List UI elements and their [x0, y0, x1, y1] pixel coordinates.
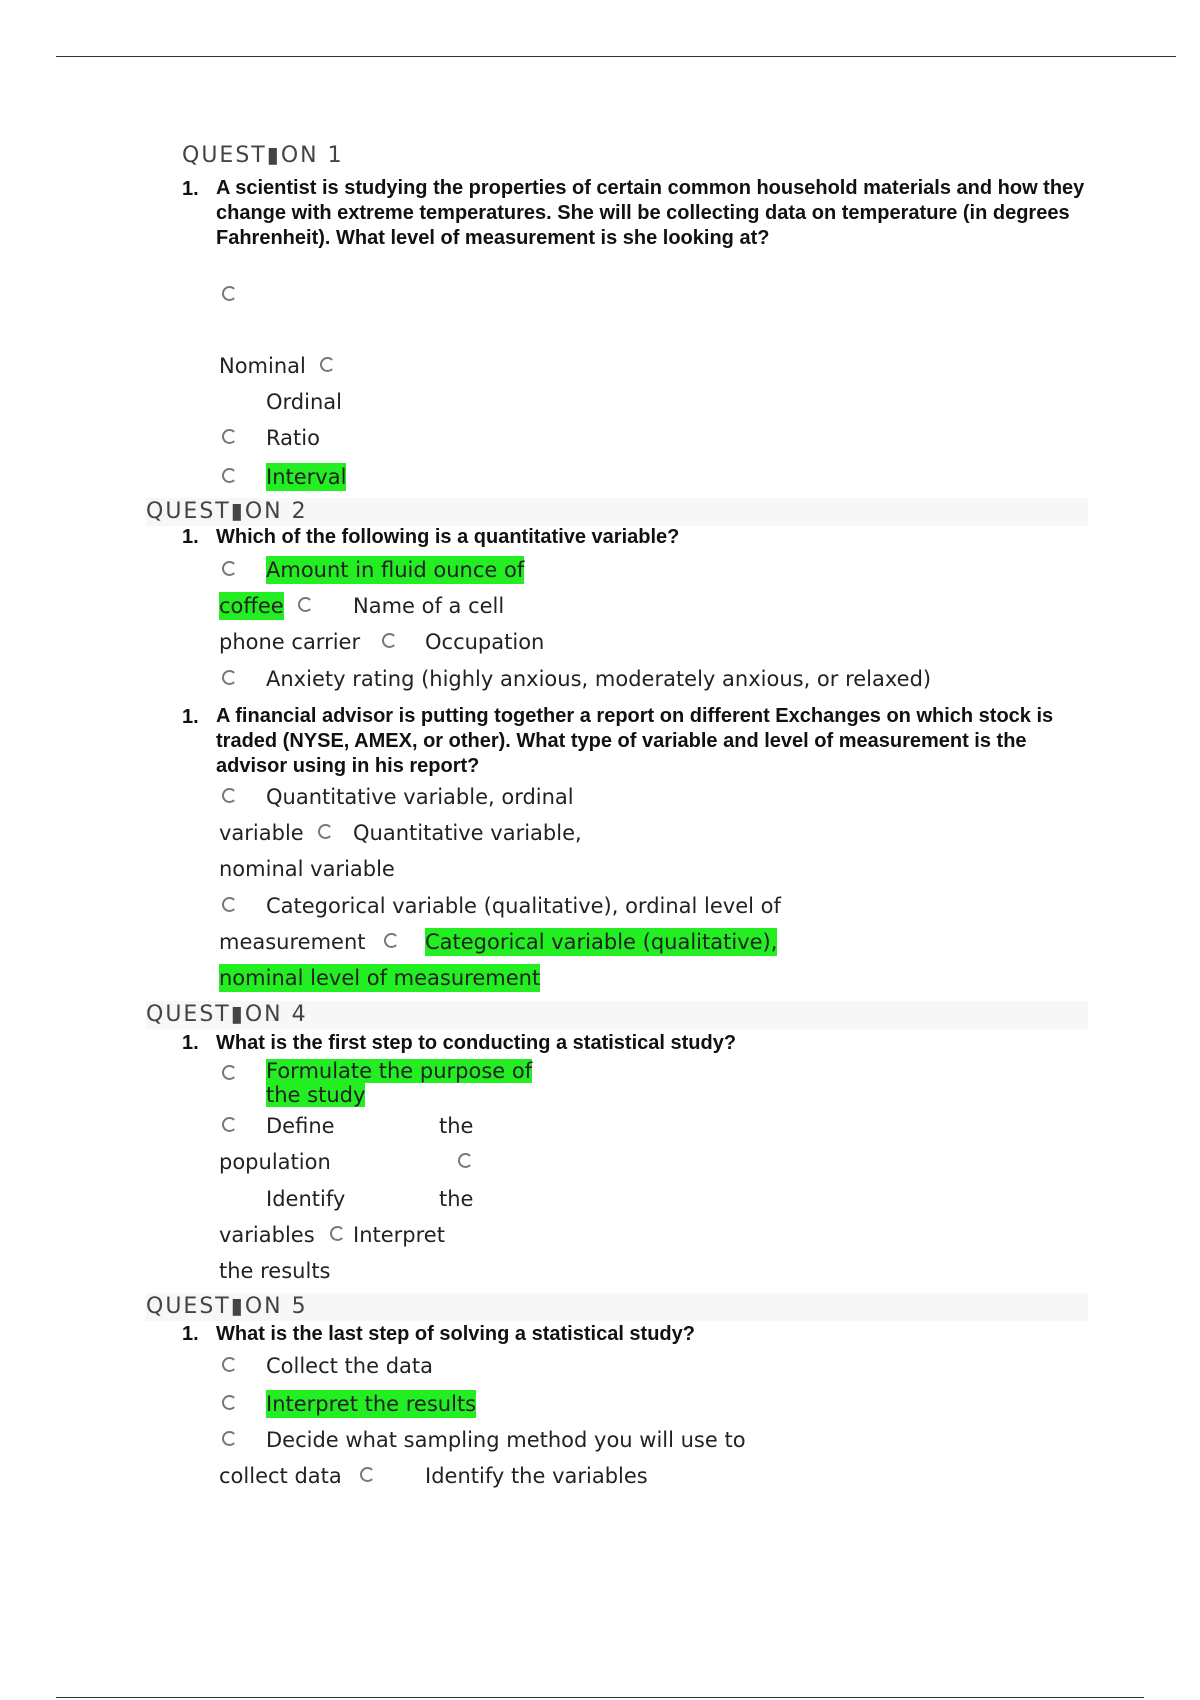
question-4-option-d-line2[interactable]: the results: [219, 1259, 331, 1283]
question-1-radio-icon[interactable]: [320, 357, 335, 372]
question-3-option-c[interactable]: Categorical variable (qualitative), ordinal level of: [266, 894, 781, 918]
question-4-radio-icon[interactable]: [222, 1117, 237, 1132]
question-3-radio-icon[interactable]: [384, 933, 399, 948]
question-3-option-b-line2[interactable]: nominal variable: [219, 857, 395, 881]
question-3-number: 1.: [182, 706, 199, 728]
question-2-option-c[interactable]: Occupation: [425, 630, 545, 654]
question-5-heading: QUEST▮ON 5: [146, 1294, 308, 1319]
question-2-option-d[interactable]: Anxiety rating (highly anxious, moderately anxious, or relaxed): [266, 667, 932, 691]
question-1-radio-icon[interactable]: [222, 468, 237, 483]
question-2-radio-icon[interactable]: [222, 670, 237, 685]
question-4-option-b-word2[interactable]: the: [439, 1114, 474, 1138]
question-1-text: A scientist is studying the properties of certain common household materials and how they change with extreme temperatures. She will be collecting data on temperature (in degrees Fahrenheit). What level of measurement is she looking at?: [216, 177, 1085, 249]
bottom-rule: [56, 1697, 1144, 1698]
question-4-option-a-line2-highlighted[interactable]: the study: [266, 1083, 366, 1107]
question-4-option-b-line2[interactable]: population: [219, 1150, 331, 1174]
question-4-option-a-highlighted[interactable]: Formulate the purpose of: [266, 1059, 533, 1083]
question-2-option-a-highlighted[interactable]: Amount in fluid ounce of: [266, 558, 525, 582]
question-1-option-ordinal[interactable]: Ordinal: [266, 390, 342, 414]
question-3-option-a[interactable]: Quantitative variable, ordinal: [266, 785, 574, 809]
question-4-option-c-line2[interactable]: variables: [219, 1223, 315, 1247]
question-3-radio-icon[interactable]: [318, 824, 333, 839]
question-5-radio-icon[interactable]: [222, 1431, 237, 1446]
question-4-radio-icon[interactable]: [458, 1153, 473, 1168]
question-4-option-d[interactable]: Interpret: [353, 1223, 445, 1247]
question-5-radio-icon[interactable]: [222, 1395, 237, 1410]
question-1-radio-icon[interactable]: [222, 429, 237, 444]
question-3-radio-icon[interactable]: [222, 788, 237, 803]
question-5-option-c-line2[interactable]: collect data: [219, 1464, 342, 1488]
question-4-heading: QUEST▮ON 4: [146, 1002, 308, 1027]
question-3-option-d-line2-highlighted[interactable]: nominal level of measurement: [219, 966, 541, 990]
question-3-option-b[interactable]: Quantitative variable,: [353, 821, 582, 845]
question-4-option-c[interactable]: Identify: [266, 1187, 346, 1211]
question-5-number: 1.: [182, 1323, 199, 1345]
question-1-heading: QUEST▮ON 1: [182, 143, 344, 168]
question-3-option-d-highlighted[interactable]: Categorical variable (qualitative),: [425, 930, 778, 954]
question-1-number: 1.: [182, 178, 199, 200]
question-5-option-a[interactable]: Collect the data: [266, 1354, 433, 1378]
question-4-radio-icon[interactable]: [330, 1226, 345, 1241]
question-3-option-c-line2[interactable]: measurement: [219, 930, 366, 954]
question-2-heading: QUEST▮ON 2: [146, 499, 308, 524]
question-2-radio-icon[interactable]: [222, 561, 237, 576]
question-5-radio-icon[interactable]: [222, 1357, 237, 1372]
question-5-radio-icon[interactable]: [360, 1467, 375, 1482]
question-4-radio-icon[interactable]: [222, 1065, 237, 1080]
question-4-number: 1.: [182, 1032, 199, 1054]
question-1-option-interval-highlighted[interactable]: Interval: [266, 465, 347, 489]
question-1-option-nominal[interactable]: Nominal: [219, 354, 306, 378]
question-1-radio-icon[interactable]: [222, 286, 237, 301]
question-2-option-b-line2[interactable]: phone carrier: [219, 630, 361, 654]
question-2-number: 1.: [182, 526, 199, 548]
question-2-radio-icon[interactable]: [298, 597, 313, 612]
question-2-text: Which of the following is a quantitative variable?: [216, 526, 680, 548]
question-4-text: What is the first step to conducting a statistical study?: [216, 1032, 737, 1054]
question-5-option-b-highlighted[interactable]: Interpret the results: [266, 1392, 477, 1416]
question-1-option-ratio[interactable]: Ratio: [266, 426, 320, 450]
question-4-option-c-word2[interactable]: the: [439, 1187, 474, 1211]
question-2-radio-icon[interactable]: [382, 633, 397, 648]
question-5-option-d[interactable]: Identify the variables: [425, 1464, 648, 1488]
question-2-option-a-line2-highlighted[interactable]: coffee: [219, 594, 284, 618]
question-2-option-b[interactable]: Name of a cell: [353, 594, 505, 618]
question-3-radio-icon[interactable]: [222, 897, 237, 912]
question-3-option-a-line2[interactable]: variable: [219, 821, 304, 845]
question-3-text: A financial advisor is putting together a report on different Exchanges on which stock is traded (NYSE, AMEX, or other). What type of variable and level of measurement is the advisor using in his report?: [216, 705, 1054, 777]
question-4-option-b[interactable]: Define: [266, 1114, 335, 1138]
top-rule: [56, 56, 1176, 57]
question-5-text: What is the last step of solving a statistical study?: [216, 1323, 695, 1345]
question-5-option-c[interactable]: Decide what sampling method you will use to: [266, 1428, 746, 1452]
